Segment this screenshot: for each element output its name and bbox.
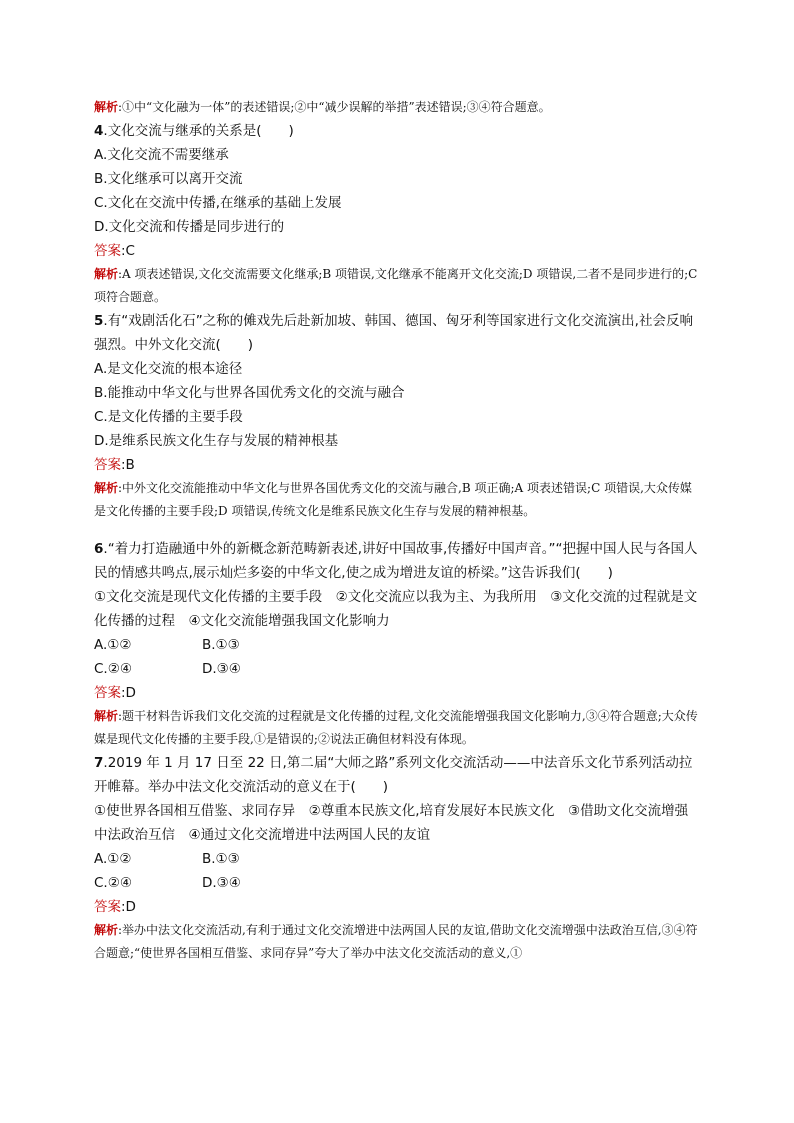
option: B.①③ (202, 637, 240, 653)
analysis-text: :A 项表述错误,文化交流需要文化继承;B 项错误,文化继承不能离开文化交流;D 项错误,二者不是同步进行的;C 项符合题意。 (94, 267, 698, 304)
option: D.③④ (202, 875, 241, 891)
question-number: 6 (94, 541, 104, 557)
question-stem (94, 309, 698, 357)
option: D.是维系民族文化生存与发展的精神根基 (94, 433, 339, 449)
analysis-block (94, 919, 698, 965)
answer-text: :D (121, 899, 136, 915)
analysis-text: :题干材料告诉我们文化交流的过程就是文化传播的过程,文化交流能增强我国文化影响力,③④符合题意;大众传媒是现代文化传播的主要手段,①是错误的;②说法正确但材料没有体现。 (94, 709, 698, 746)
option: C.是文化传播的主要手段 (94, 409, 243, 425)
answer-label: 答案 (94, 457, 121, 473)
analysis-block (94, 705, 698, 751)
analysis-label: 解析 (94, 267, 119, 281)
analysis-label: 解析 (94, 709, 119, 723)
option: A.①② (94, 851, 132, 867)
answer-label: 答案 (94, 243, 121, 259)
analysis-label: 解析 (94, 481, 119, 495)
answer-label: 答案 (94, 899, 121, 915)
analysis-block (94, 263, 698, 309)
question-stem (94, 119, 698, 143)
analysis-block (94, 477, 698, 523)
analysis-label: 解析 (94, 100, 119, 114)
question-number: 7 (94, 755, 104, 771)
question-stem (94, 537, 698, 585)
question-text: .“着力打造融通中外的新概念新范畴新表述,讲好中国故事,传播好中国声音。”“把握中国人民与各国人民的情感共鸣点,展示灿烂多姿的中华文化,使之成为增进友谊的桥梁。”这告诉我们( ) (94, 541, 698, 581)
answer-label: 答案 (94, 685, 121, 701)
option: B.能推动中华文化与世界各国优秀文化的交流与融合 (94, 385, 405, 401)
question-number: 5 (94, 313, 104, 329)
analysis-text: :中外文化交流能推动中华文化与世界各国优秀文化的交流与融合,B 项正确;A 项表述错误;C 项错误,大众传媒是文化传播的主要手段;D 项错误,传统文化是维系民族文化生存与发展的精神根基。 (94, 481, 692, 518)
answer-text: :B (121, 457, 135, 473)
option: A.①② (94, 637, 132, 653)
option: B.①③ (202, 851, 240, 867)
analysis-block (94, 96, 698, 119)
question-text: .有“戏剧活化石”之称的傩戏先后赴新加坡、韩国、德国、匈牙利等国家进行文化交流演出,社会反响强烈。中外文化交流( ) (94, 313, 693, 353)
question-text: .2019 年 1 月 17 日至 22 日,第二届“大师之路”系列文化交流活动——中法音乐文化节系列活动拉开帷幕。举办中法文化交流活动的意义在于( ) (94, 755, 693, 795)
option: A.是文化交流的根本途径 (94, 361, 243, 377)
option-pair (94, 657, 698, 681)
answer-line (94, 681, 698, 705)
question-text: .文化交流与继承的关系是( ) (103, 123, 294, 139)
option: D.文化交流和传播是同步进行的 (94, 219, 285, 235)
question-stem (94, 751, 698, 799)
answer-line (94, 453, 698, 477)
option: B.文化继承可以离开交流 (94, 171, 243, 187)
answer-line (94, 239, 698, 263)
analysis-text: :举办中法文化交流活动,有利于通过文化交流增进中法两国人民的友谊,借助文化交流增强中法政治互信,③④符合题意;“使世界各国相互借鉴、求同存异”夸大了举办中法文化交流活动的意义,① (94, 923, 698, 960)
option: ①使世界各国相互借鉴、求同存异 ②尊重本民族文化,培育发展好本民族文化 ③借助文化交流增强中法政治互信 ④通过文化交流增进中法两国人民的友谊 (94, 803, 689, 843)
spacer (94, 523, 698, 537)
option-pair (94, 847, 698, 871)
analysis-text: :①中“文化融为一体”的表述错误;②中“减少误解的举措”表述错误;③④符合题意。 (118, 100, 551, 114)
document-page (94, 96, 698, 965)
question-number: 4 (94, 123, 104, 139)
option-pair (94, 633, 698, 657)
option: C.文化在交流中传播,在继承的基础上发展 (94, 195, 342, 211)
answer-line (94, 895, 698, 919)
analysis-label: 解析 (94, 923, 119, 937)
option: C.②④ (94, 661, 132, 677)
answer-text: :D (121, 685, 136, 701)
option-pair (94, 871, 698, 895)
option: ①文化交流是现代文化传播的主要手段 ②文化交流应以我为主、为我所用 ③文化交流的过程就是文化传播的过程 ④文化交流能增强我国文化影响力 (94, 589, 698, 629)
option: D.③④ (202, 661, 241, 677)
option: C.②④ (94, 875, 132, 891)
answer-text: :C (121, 243, 135, 259)
option: A.文化交流不需要继承 (94, 147, 229, 163)
